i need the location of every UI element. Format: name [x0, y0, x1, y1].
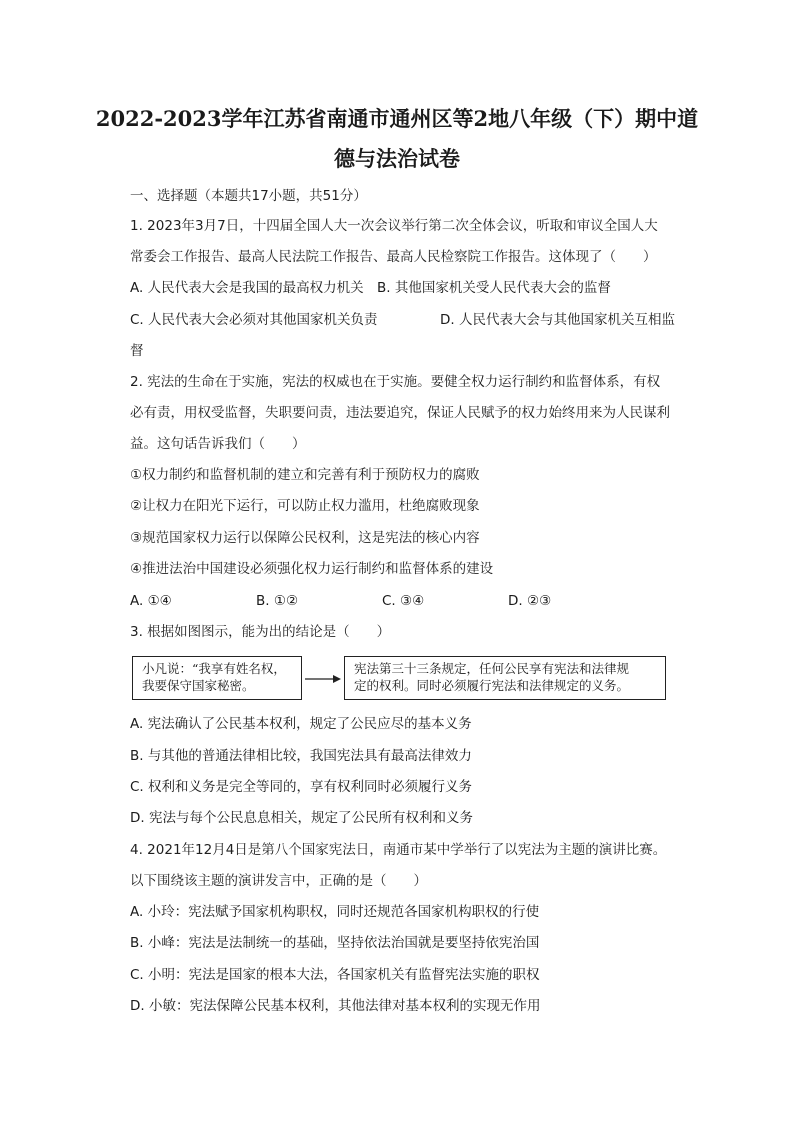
q1-stem-line-1: 1. 2023年3月7日，十四届全国人大一次会议举行第二次全体会议，听取和审议全国人大	[130, 218, 658, 234]
q2-option-c: C. ③④	[382, 593, 425, 609]
section-heading: 一、选择题（本题共17小题，共51分）	[130, 188, 367, 204]
q4-stem-line-2: 以下围绕该主题的演讲发言中，正确的是（ ）	[130, 873, 427, 889]
q3-option-b: B. 与其他的普通法律相比较，我国宪法具有最高法律效力	[130, 748, 472, 764]
q1-option-d: D. 人民代表大会与其他国家机关互相监	[440, 312, 675, 328]
q3-option-a: A. 宪法确认了公民基本权利，规定了公民应尽的基本义务	[130, 716, 472, 732]
q4-option-b: B. 小峰：宪法是法制统一的基础，坚持依法治国就是要坚持依宪治国	[130, 935, 540, 951]
q1-stem-line-2: 常委会工作报告、最高人民法院工作报告、最高人民检察院工作报告。这体现了（ ）	[130, 249, 657, 265]
q3-left-box-line-2: 我要保守国家秘密。	[142, 678, 255, 693]
q4-option-a: A. 小玲：宪法赋予国家机构职权，同时还规范各国家机构职权的行使	[130, 904, 540, 920]
q2-statement-3: ③规范国家权力运行以保障公民权利，这是宪法的核心内容	[130, 530, 480, 546]
q3-left-box-line-1: 小凡说：“我享有姓名权，	[142, 661, 286, 676]
q1-option-d-wrap: 督	[130, 343, 144, 359]
q3-right-box-line-2: 定的权利。同时必须履行宪法和法律规定的义务。	[354, 678, 630, 693]
q2-stem-line-1: 2. 宪法的生命在于实施，宪法的权威也在于实施。要健全权力运行制约和监督体系，有权	[130, 374, 661, 390]
q3-figure-arrow-icon	[303, 672, 343, 686]
q3-figure-left-box	[132, 656, 302, 700]
q2-option-b: B. ①②	[256, 593, 299, 609]
q2-stem-line-3: 益。这句话告诉我们（ ）	[130, 436, 306, 452]
q2-option-a: A. ①④	[130, 593, 172, 609]
page-title-line-2: 德与法治试卷	[334, 146, 460, 171]
q2-statement-2: ②让权力在阳光下运行，可以防止权力滥用，杜绝腐败现象	[130, 498, 480, 514]
q3-right-box-line-1: 宪法第三十三条规定，任何公民享有宪法和法律规	[354, 661, 630, 676]
q2-statement-1: ①权力制约和监督机制的建立和完善有利于预防权力的腐败	[130, 467, 480, 483]
q1-option-b: B. 其他国家机关受人民代表大会的监督	[377, 280, 611, 296]
q3-option-c: C. 权利和义务是完全等同的，享有权利同时必须履行义务	[130, 779, 473, 795]
q1-option-c: C. 人民代表大会必须对其他国家机关负责	[130, 312, 378, 328]
q2-stem-line-2: 必有责，用权受监督，失职要问责，违法要追究，保证人民赋予的权力始终用来为人民谋利	[130, 405, 670, 421]
q2-statement-4: ④推进法治中国建设必须强化权力运行制约和监督体系的建设	[130, 561, 494, 577]
q3-stem: 3. 根据如图图示，能为出的结论是（ ）	[130, 624, 391, 640]
q4-stem-line-1: 4. 2021年12月4日是第八个国家宪法日，南通市某中学举行了以宪法为主题的演讲比赛。	[130, 842, 667, 858]
q2-option-d: D. ②③	[508, 593, 552, 609]
page-title-line-1: 2022-2023学年江苏省南通市通州区等2地八年级（下）期中道	[95, 106, 699, 131]
q4-option-c: C. 小明：宪法是国家的根本大法，各国家机关有监督宪法实施的职权	[130, 967, 540, 983]
q3-figure-right-box	[344, 656, 666, 700]
q1-option-a: A. 人民代表大会是我国的最高权力机关	[130, 280, 364, 296]
q4-option-d: D. 小敏：宪法保障公民基本权利，其他法律对基本权利的实现无作用	[130, 998, 541, 1014]
q3-option-d: D. 宪法与每个公民息息相关，规定了公民所有权利和义务	[130, 810, 473, 826]
